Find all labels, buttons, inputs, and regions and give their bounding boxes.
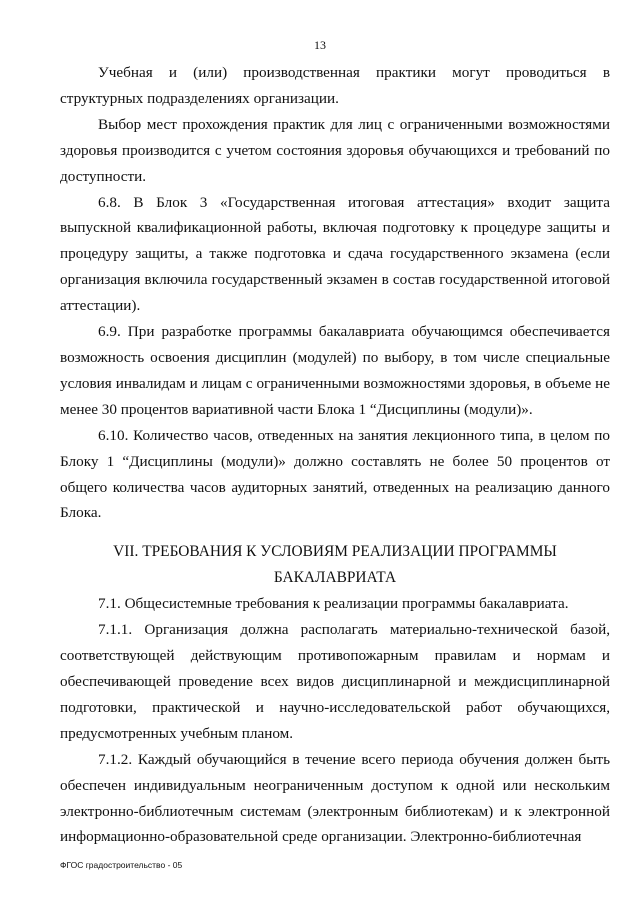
paragraph-practice-location: Учебная и (или) производственная практики могут проводиться в структурных подразделениях организации. <box>60 64 610 107</box>
paragraph-7-1-1: 7.1.1. Организация должна располагать материально-технической базой, соответствующей действующим противопожарным правилам и нормам и обеспечивающей проведение всех видов дисциплинарной и междисциплинарной подготовки, практической и научно-исследовательской работ обучающихся, предусмотренных учебным планом. <box>60 621 610 742</box>
section-heading <box>60 539 610 591</box>
document-body <box>60 60 610 850</box>
section-heading-line1: VII. ТРЕБОВАНИЯ К УСЛОВИЯМ РЕАЛИЗАЦИИ ПРОГРАММЫ <box>113 543 557 561</box>
paragraph-7-1: 7.1. Общесистемные требования к реализации программы бакалавриата. <box>98 595 569 613</box>
paragraph-6-9: 6.9. При разработке программы бакалавриата обучающимся обеспечивается возможность освоения дисциплин (модулей) по выбору, в том числе специальные условия инвалидам и лицам с ограниченными возможностями здоровья, в объеме не менее 30 процентов вариативной части Блока 1 “Дисциплины (модули)». <box>60 323 610 418</box>
paragraph-7-1-2: 7.1.2. Каждый обучающийся в течение всего периода обучения должен быть обеспечен индивидуальным неограниченным доступом к одной или нескольким электронно-библиотечным системам (электронным библиотекам) и к электронной информационно-образовательной среде организации. Электронно-библиотечная <box>60 750 610 846</box>
page-number: 13 <box>314 38 326 52</box>
paragraph-6-8: 6.8. В Блок 3 «Государственная итоговая аттестация» входит защита выпускной квалификационной работы, включая подготовку к процедуре защиты и процедуру защиты, а также подготовка и сдача государственного экзамена (если организация включила государственный экзамен в состав государственной итоговой аттестации). <box>60 193 610 315</box>
paragraph-practice-disability: Выбор мест прохождения практик для лиц с ограниченными возможностями здоровья производится с учетом состояния здоровья обучающихся и требований по доступности. <box>60 115 610 185</box>
section-heading-line2: БАКАЛАВРИАТА <box>273 569 397 587</box>
footer-doc-code: ФГОС градостроительство - 05 <box>60 860 183 870</box>
paragraph-6-10: 6.10. Количество часов, отведенных на занятия лекционного типа, в целом по Блоку 1 “Дисциплины (модули)» должно составлять не более 50 процентов от общего количества часов аудиторных занятий, отведенных на реализацию данного Блока. <box>60 426 610 522</box>
